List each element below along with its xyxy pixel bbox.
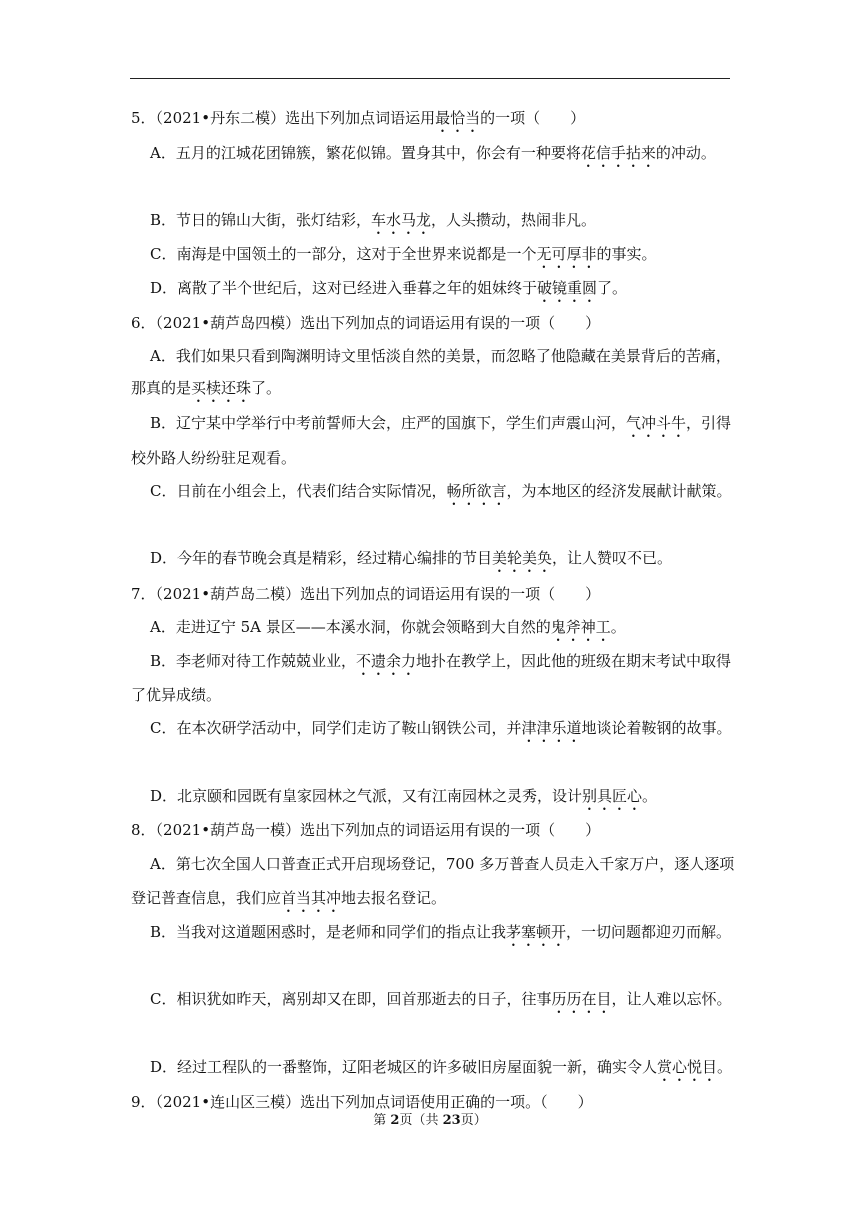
- question-7-stem: 7．（2021•葫芦岛二模）选出下列加点的词语运用有误的一项（ ）: [131, 585, 601, 603]
- q5-option-c: C．南海是中国领土的一部分，这对于全世界来说都是一个无可厚非的事实。: [150, 245, 657, 263]
- page-number: 2: [390, 1113, 400, 1128]
- q7-option-b-continued: 了优异成绩。: [131, 686, 222, 704]
- q8-option-b: B．当我对这道题困惑时，是老师和同学们的指点让我茅塞顿开，一切问题都迎刃而解。: [150, 923, 732, 941]
- header-rule: [130, 78, 730, 79]
- q6-option-b-continued: 校外路人纷纷驻足观看。: [131, 449, 297, 467]
- q6-option-b: B．辽宁某中学举行中考前誓师大会，庄严的国旗下，学生们声震山河，气冲斗牛，引得: [150, 414, 732, 432]
- q5-option-b: B．节日的锦山大街，张灯结彩，车水马龙，人头攒动，热闹非凡。: [150, 211, 597, 229]
- q8-option-d: D．经过工程队的一番整饰，辽阳老城区的许多破旧房屋面貌一新，确实令人赏心悦目。: [150, 1058, 733, 1076]
- question-9-stem: 9．（2021•连山区三模）选出下列加点词语使用正确的一项。（ ）: [131, 1093, 593, 1111]
- q6-option-d: D．今年的春节晚会真是精彩，经过精心编排的节目美轮美奂，让人赞叹不已。: [150, 549, 673, 567]
- q8-option-a-continued: 登记普查信息，我们应首当其冲地去报名登记。: [131, 889, 447, 907]
- q7-option-b: B．李老师对待工作兢兢业业，不遗余力地扑在教学上，因此他的班级在期末考试中取得: [150, 652, 732, 670]
- q8-option-c: C．相识犹如昨天，离别却又在即，回首那逝去的日子，往事历历在目，让人难以忘怀。: [150, 990, 732, 1008]
- page-total: 23: [442, 1113, 461, 1128]
- question-6-stem: 6．（2021•葫芦岛四模）选出下列加点的词语运用有误的一项（ ）: [131, 314, 601, 332]
- question-5-stem: 5．（2021•丹东二模）选出下列加点词语运用最恰当的一项（ ）: [131, 109, 586, 127]
- page-footer: 第 2页（共 23页）: [373, 1113, 487, 1128]
- q6-option-c: C．日前在小组会上，代表们结合实际情况，畅所欲言，为本地区的经济发展献计献策。: [150, 482, 732, 500]
- question-8-stem: 8．（2021•葫芦岛一模）选出下列加点的词语运用有误的一项（ ）: [131, 821, 601, 839]
- q7-option-a: A．走进辽宁 5A 景区——本溪水洞，你就会领略到大自然的鬼斧神工。: [150, 618, 626, 636]
- q6-option-a: A．我们如果只看到陶渊明诗文里恬淡自然的美景，而忽略了他隐藏在美景背后的苦痛，: [150, 347, 731, 365]
- q7-option-d: D．北京颐和园既有皇家园林之气派，又有江南园林之灵秀，设计别具匠心。: [150, 787, 658, 805]
- q8-option-a: A．第七次全国人口普查正式开启现场登记，700 多万普查人员走入千家万户，逐人逐项: [150, 855, 735, 873]
- q7-option-c: C．在本次研学活动中，同学们走访了鞍山钢铁公司，并津津乐道地谈论着鞍钢的故事。: [150, 719, 732, 737]
- q5-option-a: A．五月的江城花团锦簇，繁花似锦。置身其中，你会有一种要将花信手拈来的冲动。: [150, 144, 716, 162]
- q6-option-a-continued: 那真的是买椟还珠了。: [131, 379, 282, 397]
- q5-option-d: D．离散了半个世纪后，这对已经进入垂暮之年的姐妹终于破镜重圆了。: [150, 279, 628, 297]
